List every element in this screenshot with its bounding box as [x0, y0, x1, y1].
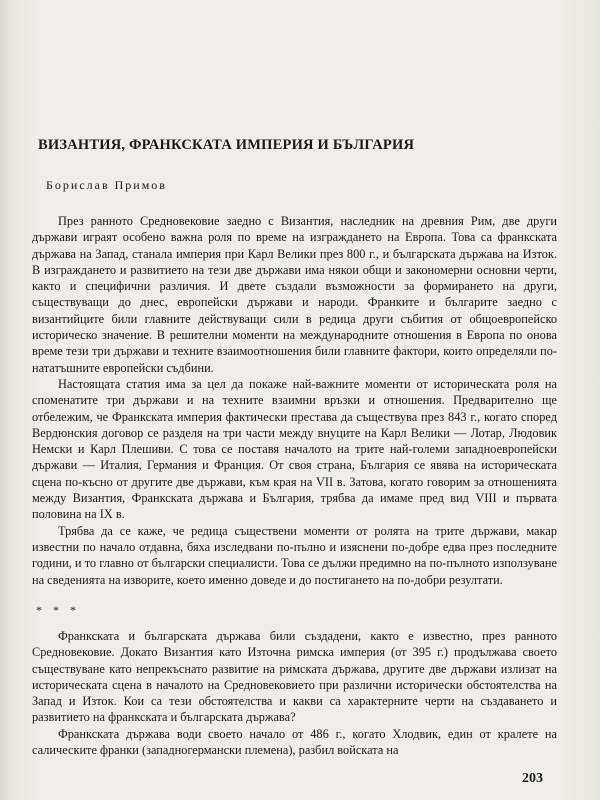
article-body-section-2	[32, 628, 557, 758]
section-separator: * * *	[36, 603, 80, 617]
paragraph: Настоящата статия има за цел да покаже най-важните моменти от историческата роля на споменатите три държави и на техните взаимни връзки и отношения. Предварително ще отбележим, че Франкската империя фактически престава да съществува през 843 г., когато според Вердюнския договор се разделя на три части между внуците на Карл Велики — Лотар, Людовик Немски и Карл Плешиви. С това се поставя началото на трите най-големи западноевропейски държави — Италия, Германия и Франция. От своя страна, България се явява на историческата сцена по-късно от другите две държави, към края на VII в. Затова, когато говорим за отношенията между Византия, Франкската държава и България, трябва да имаме пред вид VIII и първата половина на IX в.	[32, 376, 557, 522]
article-body	[32, 213, 557, 588]
paragraph: Франкската държава води своето начало от 486 г., когато Хлодвик, един от кралете на салическите франки (западногермански племена), разбил войската на	[32, 726, 557, 758]
article-author: Борислав Примов	[46, 178, 167, 192]
article-title: ВИЗАНТИЯ, ФРАНКСКАТА ИМПЕРИЯ И БЪЛГАРИЯ	[38, 137, 415, 153]
paragraph: Франкската и българската държава били създадени, както е известно, през ранното Средновековие. Докато Византия като Източна римска империя (от 395 г.) продължава своето съществуване като непрекъснато развитие на римската държава, другите две държави излизат на историческата сцена в началото на Средновековието при различни исторически обстоятелства на Запад и Изток. Кои са тези обстоятелства и какви са характерните черти на създаването и развитието на франкската и българската държава?	[32, 629, 557, 725]
paragraph: През ранното Средновековие заедно с Византия, наследник на древния Рим, две други държави играят особено важна роля по време на изграждането на Европа. Това са франкската държава на Запад, станала империя при Карл Велики през 800 г., и българската държава на Изток. В изграждането и развитието на тези две държави има някои общи и закономерни основни черти, както и специфични различия. И двете създали възможности за формирането на други, съществуващи до днес, европейски държави и народи. Франките и българите заедно с византийците били главните действуващи сили в редица други събития от общоевропейско историческо значение. В решителни моменти на международните отношения в Европа по онова време тези три държави и техните взаимоотношения били главните фактори, които определяли по-нататъшните европейски съдбини.	[32, 214, 557, 375]
page-number: 203	[522, 771, 543, 786]
paragraph: Трябва да се каже, че редица съществени моменти от ролята на трите държави, макар известни по начало отдавна, бяха изследвани по-пълно и изяснени по-добре едва през последните години, и то главно от български специалисти. Това се дължи предимно на по-пълното използуване на сведенията на изворите, което именно доведе и до постигането на по-добри резултати.	[32, 523, 557, 587]
